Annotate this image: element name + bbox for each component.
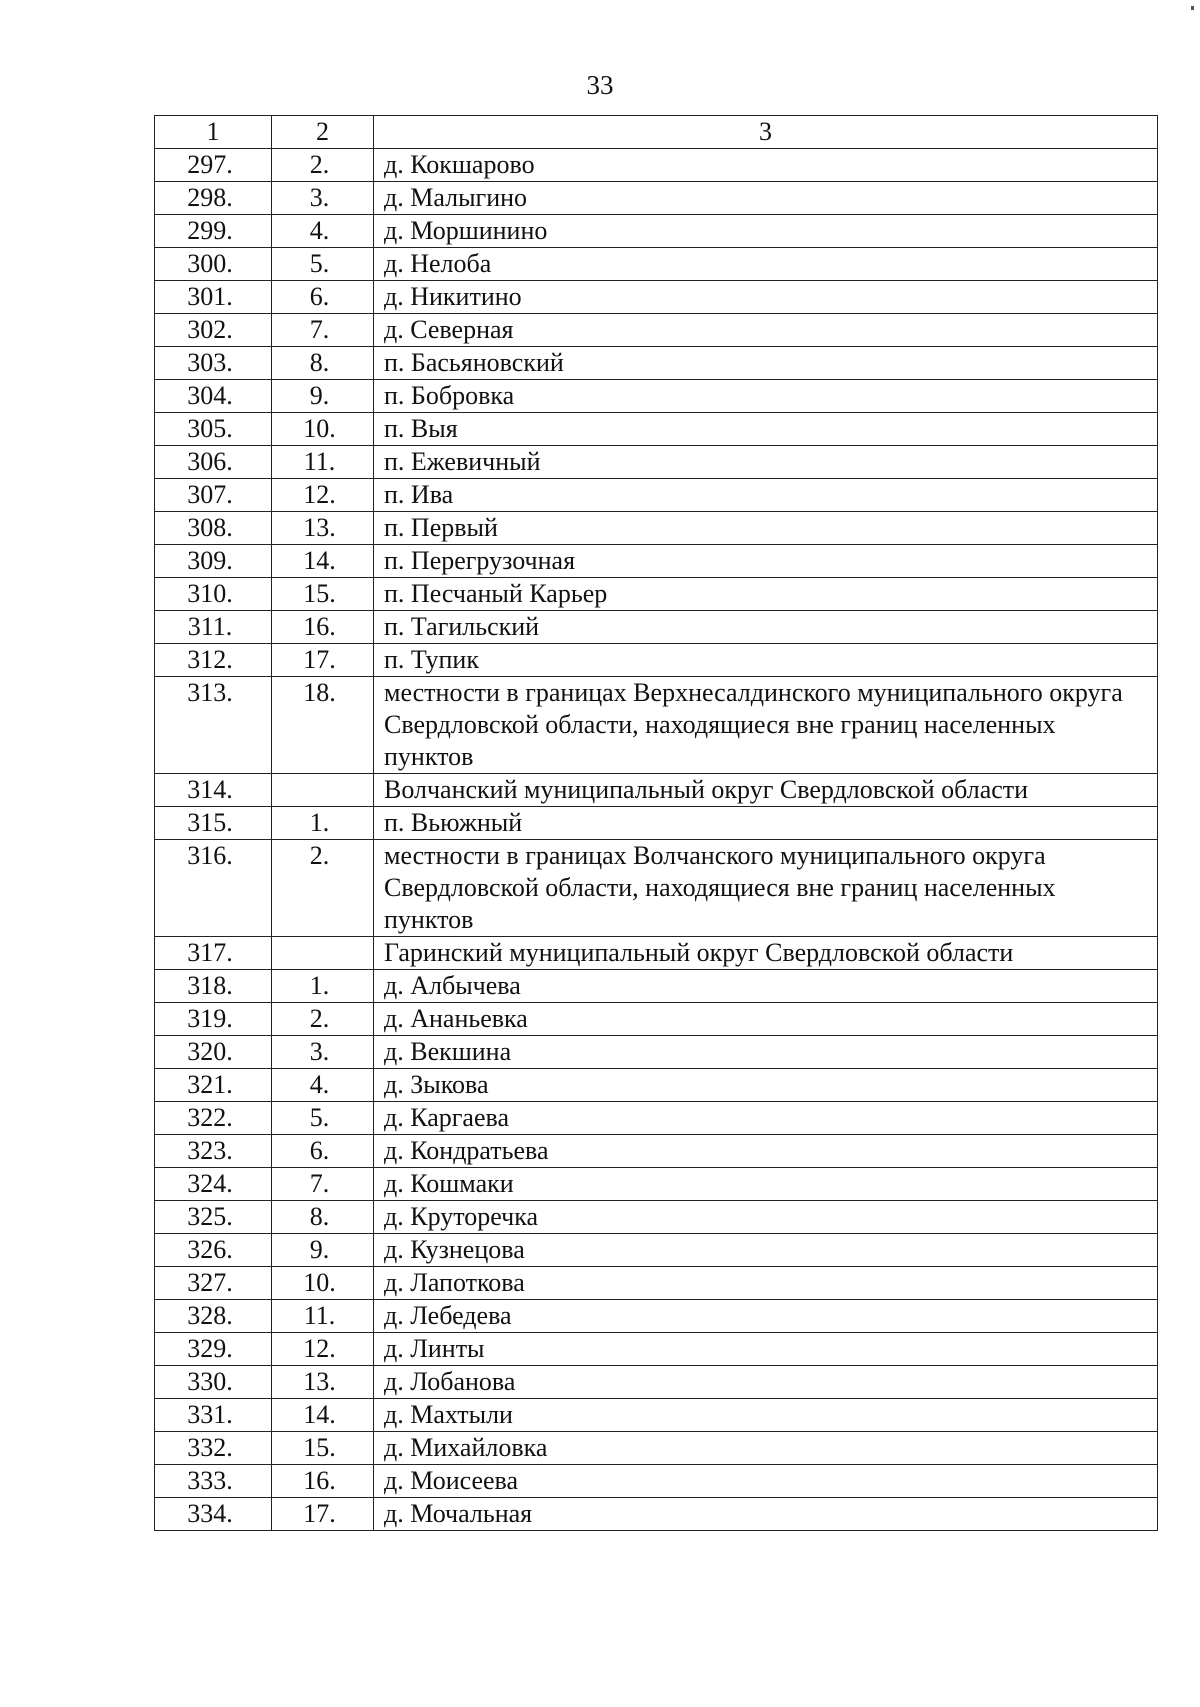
row-number: 298.	[155, 182, 272, 215]
row-number: 316.	[155, 840, 272, 937]
row-sub-number: 13.	[272, 512, 374, 545]
row-settlement-name: д. Никитино	[374, 281, 1158, 314]
row-settlement-name: п. Ива	[374, 479, 1158, 512]
row-settlement-name: Волчанский муниципальный округ Свердловской области	[374, 774, 1158, 807]
row-number: 320.	[155, 1036, 272, 1069]
row-number: 332.	[155, 1432, 272, 1465]
row-sub-number: 12.	[272, 1333, 374, 1366]
row-sub-number: 1.	[272, 970, 374, 1003]
table-row	[155, 1234, 1158, 1267]
row-number: 312.	[155, 644, 272, 677]
row-number: 309.	[155, 545, 272, 578]
row-settlement-name: д. Моисеева	[374, 1465, 1158, 1498]
row-number: 322.	[155, 1102, 272, 1135]
table-row	[155, 807, 1158, 840]
row-sub-number: 2.	[272, 1003, 374, 1036]
row-number: 323.	[155, 1135, 272, 1168]
row-sub-number: 15.	[272, 1432, 374, 1465]
table-row	[155, 1300, 1158, 1333]
row-settlement-name: п. Песчаный Карьер	[374, 578, 1158, 611]
row-sub-number: 2.	[272, 149, 374, 182]
row-number: 310.	[155, 578, 272, 611]
row-settlement-name: п. Перегрузочная	[374, 545, 1158, 578]
row-settlement-name: п. Выя	[374, 413, 1158, 446]
row-number: 314.	[155, 774, 272, 807]
table-row	[155, 380, 1158, 413]
table-body	[155, 116, 1158, 1531]
page-number: 33	[586, 70, 614, 100]
row-number: 324.	[155, 1168, 272, 1201]
row-number: 307.	[155, 479, 272, 512]
table-row	[155, 1201, 1158, 1234]
row-settlement-name: п. Вьюжный	[374, 807, 1158, 840]
row-sub-number: 9.	[272, 1234, 374, 1267]
row-settlement-name: д. Кокшарово	[374, 149, 1158, 182]
row-settlement-name: д. Кузнецова	[374, 1234, 1158, 1267]
row-sub-number: 4.	[272, 1069, 374, 1102]
table-row	[155, 1465, 1158, 1498]
table-row	[155, 512, 1158, 545]
row-number: 318.	[155, 970, 272, 1003]
row-settlement-name: д. Векшина	[374, 1036, 1158, 1069]
row-settlement-name: п. Бобровка	[374, 380, 1158, 413]
row-settlement-name: п. Тагильский	[374, 611, 1158, 644]
table-row	[155, 1102, 1158, 1135]
table-row	[155, 774, 1158, 807]
row-number: 334.	[155, 1498, 272, 1531]
table-row	[155, 1069, 1158, 1102]
table-row	[155, 578, 1158, 611]
row-settlement-name: д. Каргаева	[374, 1102, 1158, 1135]
table-row	[155, 1399, 1158, 1432]
row-settlement-name: местности в границах Верхнесалдинского муниципального округа Свердловской области, находящиеся вне границ населенных пунктов	[374, 677, 1158, 774]
row-sub-number: 10.	[272, 1267, 374, 1300]
row-number: 329.	[155, 1333, 272, 1366]
table-row	[155, 347, 1158, 380]
row-settlement-name: п. Первый	[374, 512, 1158, 545]
table-row	[155, 1036, 1158, 1069]
table-row	[155, 215, 1158, 248]
row-number: 303.	[155, 347, 272, 380]
row-settlement-name: д. Албычева	[374, 970, 1158, 1003]
table-row	[155, 281, 1158, 314]
row-number: 315.	[155, 807, 272, 840]
row-settlement-name: д. Линты	[374, 1333, 1158, 1366]
row-settlement-name: д. Лебедева	[374, 1300, 1158, 1333]
row-sub-number: 8.	[272, 1201, 374, 1234]
row-sub-number: 14.	[272, 545, 374, 578]
row-sub-number: 6.	[272, 1135, 374, 1168]
row-sub-number: 6.	[272, 281, 374, 314]
row-settlement-name: п. Басьяновский	[374, 347, 1158, 380]
row-sub-number: 9.	[272, 380, 374, 413]
table-row	[155, 840, 1158, 937]
row-number: 311.	[155, 611, 272, 644]
row-number: 306.	[155, 446, 272, 479]
row-settlement-name: д. Михайловка	[374, 1432, 1158, 1465]
table-row	[155, 970, 1158, 1003]
row-number: 327.	[155, 1267, 272, 1300]
row-settlement-name: д. Мочальная	[374, 1498, 1158, 1531]
row-number: 321.	[155, 1069, 272, 1102]
row-number: 299.	[155, 215, 272, 248]
row-settlement-name: д. Лобанова	[374, 1366, 1158, 1399]
table-row	[155, 413, 1158, 446]
row-sub-number: 3.	[272, 182, 374, 215]
row-settlement-name: п. Ежевичный	[374, 446, 1158, 479]
row-sub-number: 11.	[272, 446, 374, 479]
row-number: 297.	[155, 149, 272, 182]
row-number: 328.	[155, 1300, 272, 1333]
row-settlement-name: Гаринский муниципальный округ Свердловской области	[374, 937, 1158, 970]
row-sub-number: 18.	[272, 677, 374, 774]
row-settlement-name: д. Нелоба	[374, 248, 1158, 281]
row-settlement-name: д. Круторечка	[374, 1201, 1158, 1234]
row-settlement-name: д. Северная	[374, 314, 1158, 347]
table-row	[155, 248, 1158, 281]
row-sub-number: 2.	[272, 840, 374, 937]
row-number: 331.	[155, 1399, 272, 1432]
row-settlement-name: д. Зыкова	[374, 1069, 1158, 1102]
table-row	[155, 1432, 1158, 1465]
header-col-1: 1	[155, 116, 272, 149]
table-row	[155, 1135, 1158, 1168]
row-sub-number: 12.	[272, 479, 374, 512]
row-sub-number: 16.	[272, 1465, 374, 1498]
row-sub-number: 8.	[272, 347, 374, 380]
table-row	[155, 149, 1158, 182]
row-number: 300.	[155, 248, 272, 281]
row-settlement-name: д. Малыгино	[374, 182, 1158, 215]
table-header-row	[155, 116, 1158, 149]
table-row	[155, 182, 1158, 215]
table-row	[155, 937, 1158, 970]
row-sub-number: 15.	[272, 578, 374, 611]
row-sub-number	[272, 774, 374, 807]
row-number: 305.	[155, 413, 272, 446]
row-number: 302.	[155, 314, 272, 347]
row-number: 317.	[155, 937, 272, 970]
table-row	[155, 545, 1158, 578]
row-settlement-name: местности в границах Волчанского муниципального округа Свердловской области, находящиеся вне границ населенных пунктов	[374, 840, 1158, 937]
header-col-2: 2	[272, 116, 374, 149]
row-sub-number: 1.	[272, 807, 374, 840]
row-sub-number: 7.	[272, 1168, 374, 1201]
row-number: 330.	[155, 1366, 272, 1399]
row-number: 325.	[155, 1201, 272, 1234]
row-sub-number: 3.	[272, 1036, 374, 1069]
table-row	[155, 314, 1158, 347]
row-number: 333.	[155, 1465, 272, 1498]
table-row	[155, 1267, 1158, 1300]
table-row	[155, 1003, 1158, 1036]
row-sub-number: 13.	[272, 1366, 374, 1399]
table-row	[155, 1498, 1158, 1531]
table-row	[155, 1168, 1158, 1201]
row-settlement-name: д. Кошмаки	[374, 1168, 1158, 1201]
row-sub-number: 17.	[272, 1498, 374, 1531]
row-sub-number: 16.	[272, 611, 374, 644]
row-sub-number: 7.	[272, 314, 374, 347]
row-sub-number: 10.	[272, 413, 374, 446]
row-number: 313.	[155, 677, 272, 774]
table-row	[155, 1366, 1158, 1399]
row-sub-number: 14.	[272, 1399, 374, 1432]
table-row	[155, 611, 1158, 644]
row-number: 326.	[155, 1234, 272, 1267]
row-sub-number	[272, 937, 374, 970]
table-row	[155, 644, 1158, 677]
table-row	[155, 677, 1158, 774]
row-settlement-name: д. Моршинино	[374, 215, 1158, 248]
row-number: 308.	[155, 512, 272, 545]
row-settlement-name: д. Лапоткова	[374, 1267, 1158, 1300]
settlements-table	[154, 115, 1158, 1531]
row-sub-number: 5.	[272, 1102, 374, 1135]
row-settlement-name: д. Махтыли	[374, 1399, 1158, 1432]
scan-mark	[1191, 6, 1194, 10]
row-settlement-name: д. Кондратьева	[374, 1135, 1158, 1168]
row-number: 304.	[155, 380, 272, 413]
row-sub-number: 11.	[272, 1300, 374, 1333]
header-col-3: 3	[374, 116, 1158, 149]
row-sub-number: 4.	[272, 215, 374, 248]
table-row	[155, 1333, 1158, 1366]
row-number: 301.	[155, 281, 272, 314]
row-settlement-name: д. Ананьевка	[374, 1003, 1158, 1036]
row-sub-number: 17.	[272, 644, 374, 677]
table-row	[155, 479, 1158, 512]
table-row	[155, 446, 1158, 479]
row-settlement-name: п. Тупик	[374, 644, 1158, 677]
row-sub-number: 5.	[272, 248, 374, 281]
row-number: 319.	[155, 1003, 272, 1036]
